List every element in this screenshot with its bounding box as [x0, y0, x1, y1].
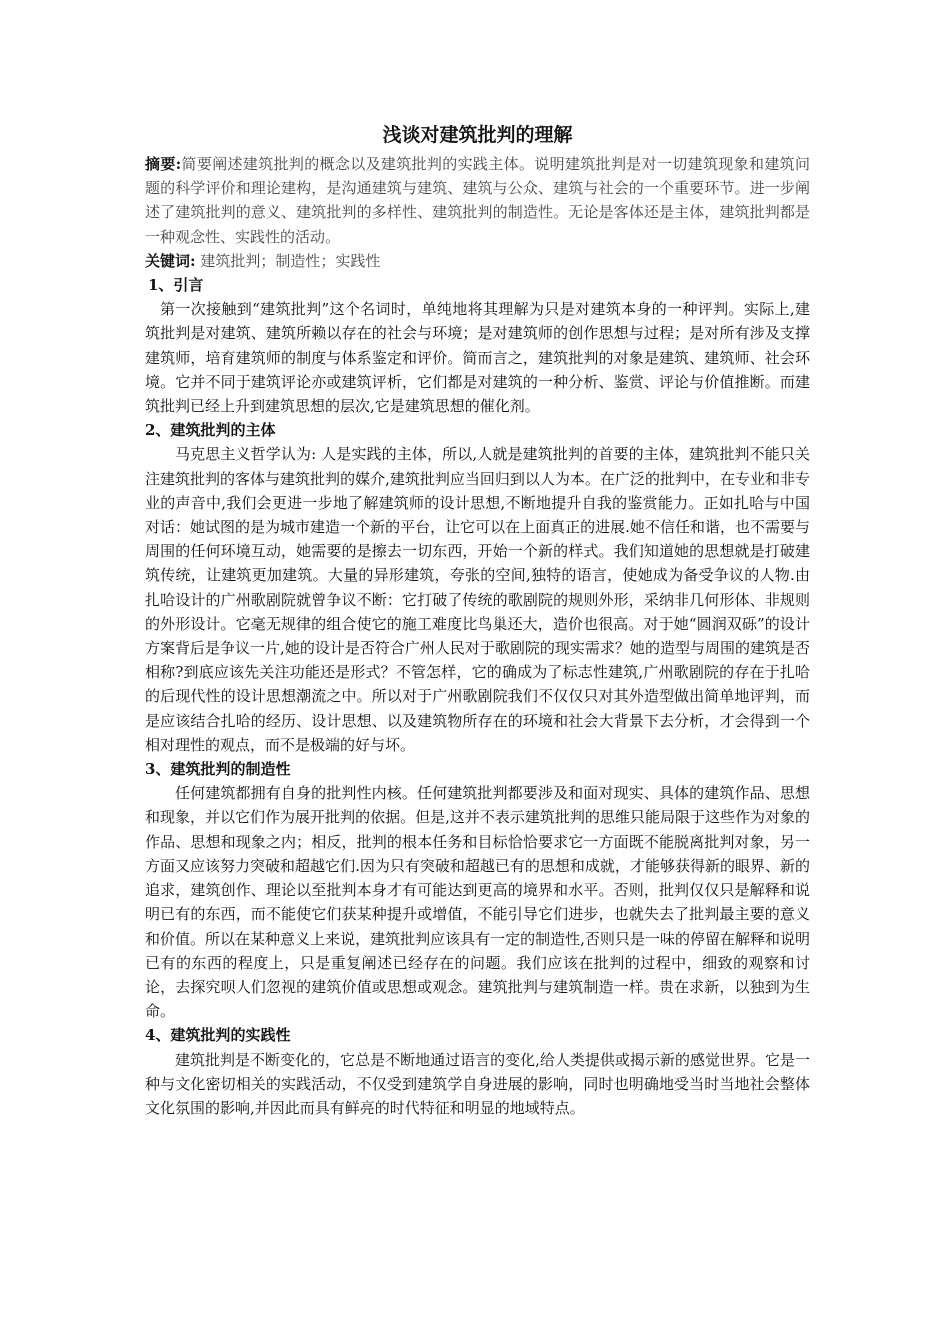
- section-body-practice: 建筑批判是不断变化的，它总是不断地通过语言的变化,给人类提供或揭示新的感觉世界。它是一种与文化密切相关的实践活动，不仅受到建筑学自身进展的影响，同时也明确地受当时当地社会整体文化氛围的影响,并因此而具有鲜亮的时代特征和明显的地域特点。: [145, 1050, 810, 1117]
- document-page: [145, 120, 810, 1120]
- keywords-label: 关键词:: [145, 251, 196, 270]
- section-heading-intro: 1、引言: [148, 276, 204, 295]
- abstract-text: 简要阐述建筑批判的概念以及建筑批判的实践主体。说明建筑批判是对一切建筑现象和建筑问题的科学评价和理论建构，是沟通建筑与建筑、建筑与公众、建筑与社会的一个重要环节。进一步阐述了建筑批判的意义、建筑批判的多样性、建筑批判的制造性。无论是客体还是主体，建筑批判都是一种观念性、实践性的活动。: [145, 155, 810, 246]
- section-body-creativity: 任何建筑都拥有自身的批判性内核。任何建筑批判都要涉及和面对现实、具体的建筑作品、思想和现象，并以它们作为展开批判的依据。但是,这并不表示建筑批判的思维只能局限于这些作为对象的作品、思想和现象之内；相反，批判的根本任务和目标恰恰要求它一方面既不能脱离批判对象，另一方面又应该努力突破和超越它们.因为只有突破和超越已有的思想和成就，才能够获得新的眼界、新的追求，建筑创作、理论以至批判本身才有可能达到更高的境界和水平。否则，批判仅仅只是解释和说明已有的东西，而不能使它们获某种提升或增值，不能引导它们进步，也就失去了批判最主要的意义和价值。所以在某种意义上来说，建筑批判应该具有一定的制造性,否则只是一味的停留在解释和说明已有的东西的程度上，只是重复阐述已经存在的问题。我们应该在批判的过程中，细致的观察和讨论，去探究呗人们忽视的建筑价值或思想或观念。建筑批判与建筑制造一样。贵在求新，以独到为生命。: [145, 784, 810, 1021]
- document-title: 浅谈对建筑批判的理解: [382, 124, 573, 146]
- abstract-label: 摘要:: [145, 155, 182, 173]
- section-heading-creativity: 3、建筑批判的制造性: [145, 760, 291, 779]
- keywords: [145, 249, 810, 273]
- section-heading-practice: 4、建筑批判的实践性: [145, 1026, 291, 1045]
- keywords-text: 建筑批判；制造性；实践性: [195, 251, 381, 270]
- section-body-subject: 马克思主义哲学认为: 人是实践的主体，所以,人就是建筑批判的首要的主体，建筑批判不能只关注建筑批判的客体与建筑批判的媒介,建筑批判应当回归到以人为本。在广泛的批判中，在专业和非专业的声音中,我们会更进一步地了解建筑师的设计思想,不断地提升自我的鉴赏能力。正如扎哈与中国对话：她试图的是为城市建造一个新的平台，让它可以在上面真正的进展.她不信任和谐，也不需要与周围的任何环境互动，她需要的是擦去一切东西，开始一个新的样式。我们知道她的思想就是打破建筑传统，让建筑更加建筑。大量的异形建筑，夸张的空间,独特的语言，使她成为备受争议的人物.由扎哈设计的广州歌剧院就曾争议不断：它打破了传统的歌剧院的规则外形，采纳非几何形体、非规则的外形设计。它毫无规律的组合使它的施工难度比鸟巢还大，造价也很高。对于她“圆润双砾”的设计方案背后是争议一片,她的设计是否符合广州人民对于歌剧院的现实需求？她的造型与周围的建筑是否相称?到底应该先关注功能还是形式？不管怎样，它的确成为了标志性建筑,广州歌剧院的存在于扎哈的后现代性的设计思想潮流之中。所以对于广州歌剧院我们不仅仅只对其外造型做出简单地评判，而是应该结合扎哈的经历、设计思想、以及建筑物所存在的环境和社会大背景下去分析，才会得到一个相对理性的观点，而不是极端的好与坏。: [145, 445, 810, 754]
- section-body-intro: 第一次接触到“建筑批判”这个名词时，单纯地将其理解为只是对建筑本身的一种评判。实际上,建筑批判是对建筑、建筑所赖以存在的社会与环境；是对建筑师的创作思想与过程；是对所有涉及支撑建筑师，培育建筑师的制度与体系鉴定和评价。简而言之，建筑批判的对象是建筑、建筑师、社会环境。它并不同于建筑评论亦或建筑评析，它们都是对建筑的一种分析、鉴赏、评论与价值推断。而建筑批判已经上升到建筑思想的层次,它是建筑思想的催化剂。: [145, 300, 810, 416]
- abstract: [145, 152, 810, 249]
- section-heading-subject: 2、建筑批判的主体: [145, 421, 276, 440]
